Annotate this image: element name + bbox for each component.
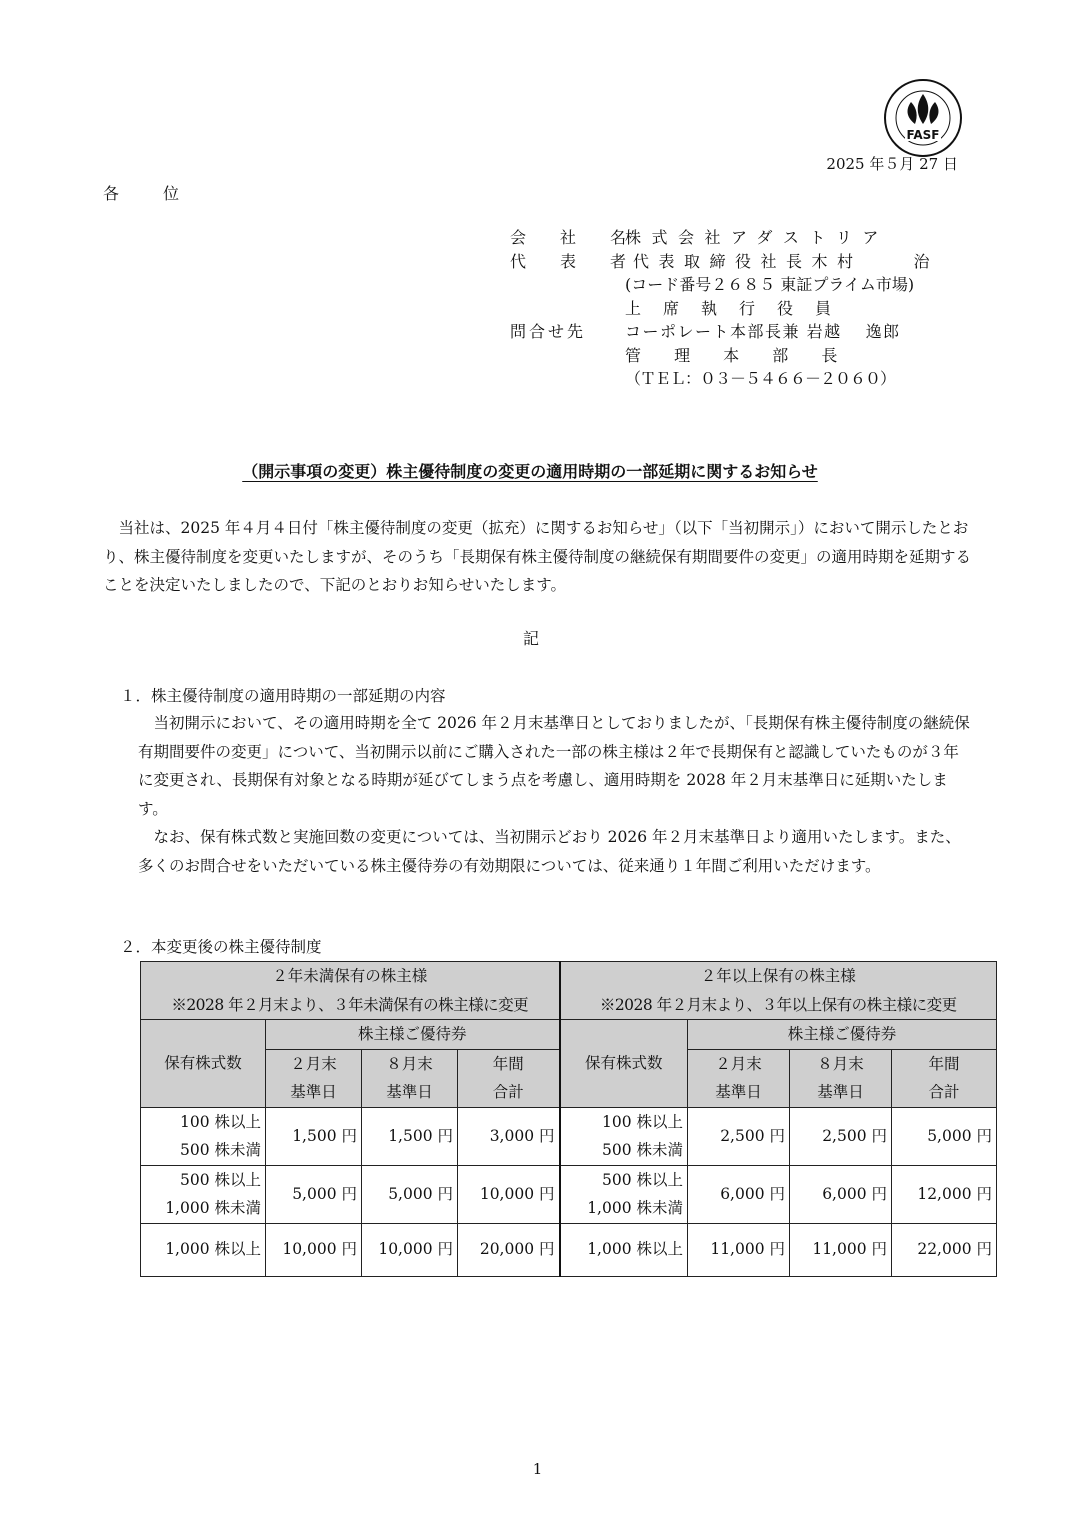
right-year-cell: 22,000 円 bbox=[892, 1223, 997, 1276]
left-shares-cell: 500 株以上 1,000 株未満 bbox=[141, 1165, 266, 1223]
logo-text: FASF bbox=[906, 128, 940, 142]
section-1-body bbox=[138, 709, 973, 880]
table-group-row bbox=[141, 962, 997, 1020]
right-feb-cell: 11,000 円 bbox=[688, 1223, 790, 1276]
code-row bbox=[510, 273, 939, 297]
right-year-cell: 5,000 円 bbox=[892, 1107, 997, 1165]
company-name-label: 会 社 名 bbox=[510, 228, 636, 247]
page-number: 1 bbox=[532, 1460, 543, 1478]
left-shares-cell: 1,000 株以上 bbox=[141, 1223, 266, 1276]
contact-row-1 bbox=[510, 297, 939, 321]
stock-code: (コード番号２６８５ 東証プライム市場) bbox=[625, 275, 915, 294]
left-shares-header: 保有株式数 bbox=[141, 1020, 266, 1108]
contact-title-2: 管 理 本 部 長 bbox=[625, 345, 842, 365]
contact-person: コーポレート本部長兼 岩越 逸郎 bbox=[625, 322, 901, 341]
company-name-row bbox=[510, 226, 939, 250]
left-feb-header: ２月末 基準日 bbox=[266, 1049, 362, 1107]
right-shares-cell: 100 株以上 500 株未満 bbox=[560, 1107, 688, 1165]
telephone: （ＴＥＬ：０３－５４６６－２０６０） bbox=[625, 369, 896, 388]
right-aug-cell: 2,500 円 bbox=[790, 1107, 892, 1165]
section-1-heading: １．株主優待制度の適用時期の一部延期の内容 bbox=[120, 687, 446, 705]
page-title-text: （開示事項の変更）株主優待制度の変更の適用時期の一部延期に関するお知らせ bbox=[242, 462, 818, 481]
right-shares-cell: 500 株以上 1,000 株未満 bbox=[560, 1165, 688, 1223]
representative-row bbox=[510, 250, 939, 274]
left-feb-cell: 5,000 円 bbox=[266, 1165, 362, 1223]
right-feb-header: ２月末 基準日 bbox=[688, 1049, 790, 1107]
intro-text: 当社は、2025 年４月４日付「株主優待制度の変更（拡充）に関するお知らせ」（以下「当初開示」）において開示したとおり、株主優待制度を変更いたしますが、そのうち「長期保有株主優待制度の継続保有期間要件の変更」の適用時期を延期することを決定いたしましたので、下記のとおりお知らせいたします。 bbox=[103, 519, 972, 594]
document-date: 2025 年５月 27 日 bbox=[826, 155, 958, 173]
benefit-table bbox=[140, 961, 997, 1277]
representative-name: 代表取締役社長木村 治 bbox=[633, 251, 940, 271]
left-feb-cell: 1,500 円 bbox=[266, 1107, 362, 1165]
table-row bbox=[141, 1107, 997, 1165]
left-shares-cell: 100 株以上 500 株未満 bbox=[141, 1107, 266, 1165]
contact-title-1: 上 席 執 行 役 員 bbox=[625, 298, 835, 318]
right-feb-cell: 6,000 円 bbox=[688, 1165, 790, 1223]
company-name: 株式会社アダストリア bbox=[625, 228, 889, 247]
right-voucher-header: 株主様ご優待券 bbox=[688, 1020, 997, 1050]
contact-row-2 bbox=[510, 320, 939, 344]
right-feb-cell: 2,500 円 bbox=[688, 1107, 790, 1165]
ki-heading: 記 bbox=[522, 629, 539, 648]
left-year-cell: 10,000 円 bbox=[458, 1165, 560, 1223]
left-aug-cell: 5,000 円 bbox=[362, 1165, 458, 1223]
intro-paragraph bbox=[103, 514, 973, 600]
table-row bbox=[141, 1165, 997, 1223]
right-aug-header: ８月末 基準日 bbox=[790, 1049, 892, 1107]
left-voucher-header: 株主様ご優待券 bbox=[266, 1020, 560, 1050]
representative-label: 代 表 者 bbox=[510, 251, 636, 271]
right-year-cell: 12,000 円 bbox=[892, 1165, 997, 1223]
right-aug-cell: 11,000 円 bbox=[790, 1223, 892, 1276]
right-shares-cell: 1,000 株以上 bbox=[560, 1223, 688, 1276]
right-shares-header: 保有株式数 bbox=[560, 1020, 688, 1108]
page-title bbox=[0, 459, 1060, 482]
tel-row bbox=[510, 367, 939, 391]
left-year-cell: 3,000 円 bbox=[458, 1107, 560, 1165]
right-group-header: ２年以上保有の株主様 ※2028 年２月末より、３年以上保有の株主様に変更 bbox=[560, 962, 997, 1020]
table-row bbox=[141, 1223, 997, 1276]
contact-label: 問合せ先 bbox=[510, 322, 587, 341]
section-1-paragraph-2: なお、保有株式数と実施回数の変更については、当初開示どおり 2026 年２月末基準日より適用いたします。また、多くのお問合せをいただいている株主優待券の有効期限については、従来通り１年間ご利用いただけます。 bbox=[138, 828, 961, 875]
company-info bbox=[510, 226, 939, 391]
left-feb-cell: 10,000 円 bbox=[266, 1223, 362, 1276]
contact-row-3 bbox=[510, 344, 939, 368]
addressee: 各 位 bbox=[103, 184, 194, 203]
left-aug-cell: 1,500 円 bbox=[362, 1107, 458, 1165]
table-header-row-1 bbox=[141, 1020, 997, 1050]
left-group-header: ２年未満保有の株主様 ※2028 年２月末より、３年未満保有の株主様に変更 bbox=[141, 962, 560, 1020]
left-aug-header: ８月末 基準日 bbox=[362, 1049, 458, 1107]
right-year-header: 年間 合計 bbox=[892, 1049, 997, 1107]
section-1-paragraph-1: 当初開示において、その適用時期を全て 2026 年２月末基準日としておりましたが、「長期保有株主優待制度の継続保有期間要件の変更」について、当初開示以前にご購入された一部の株主様は２年で長期保有と認識していたものが３年に変更され、長期保有対象となる時期が延びてしまう点を考慮し、適用時期を 2028 年２月末基準日に延期いたします。 bbox=[138, 714, 970, 818]
section-2-heading: ２．本変更後の株主優待制度 bbox=[120, 938, 322, 956]
fasf-logo-icon bbox=[883, 78, 963, 158]
left-aug-cell: 10,000 円 bbox=[362, 1223, 458, 1276]
left-year-cell: 20,000 円 bbox=[458, 1223, 560, 1276]
right-aug-cell: 6,000 円 bbox=[790, 1165, 892, 1223]
fasf-leaf-logo bbox=[883, 78, 963, 158]
left-year-header: 年間 合計 bbox=[458, 1049, 560, 1107]
